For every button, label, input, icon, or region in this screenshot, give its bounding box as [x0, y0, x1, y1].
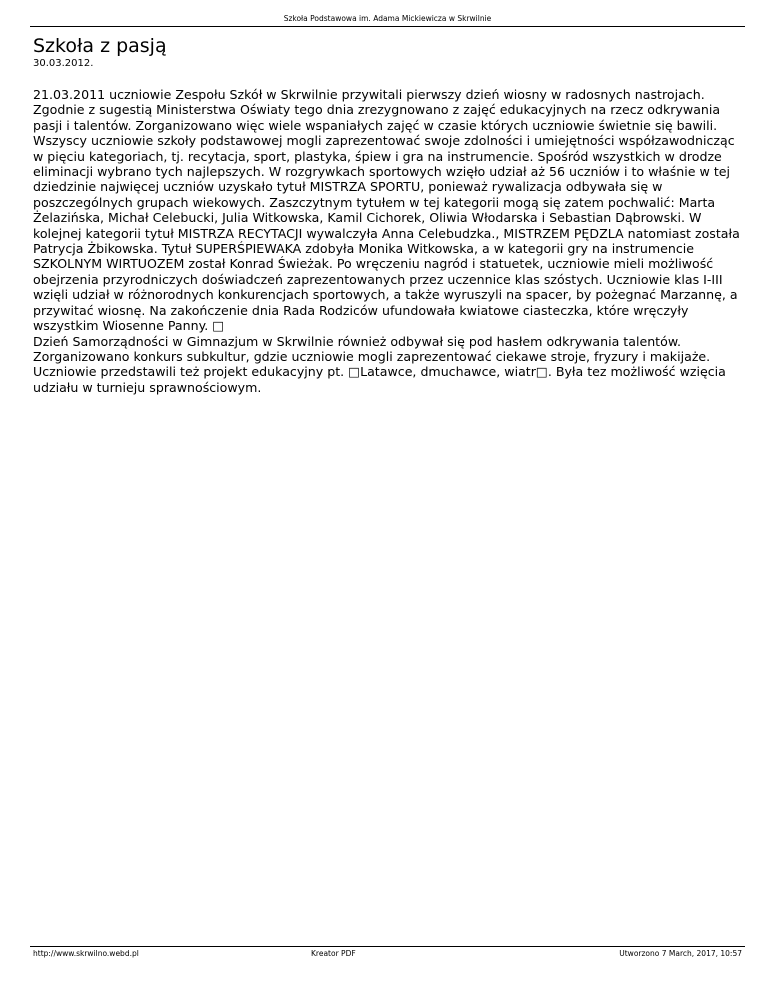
article-paragraph: Wszyscy uczniowie szkoły podstawowej mogli zaprezentować swoje zdolności i umiejętności współzawodnicząc w pięciu kategoriach, tj. recytacja, sport, plastyka, śpiew i gra na instrumencie. Spośród wszystkich w drodze eliminacji wybrano tych najlepszych. W rozgrywkach sportowych wzięło udział aż 56 uczniów i to właśnie w tej dziedzinie najwięcej uczniów uzyskało tytuł MISTRZA SPORTU, ponieważ rywalizacja odbywała się w poszczególnych grupach wiekowych. Zaszczytnym tytułem w tej kategorii mogą się zatem pochwalić: Marta Żelazińska, Michał Celebucki, Julia Witkowska, Kamil Cichorek, Oliwia Włodarska i Sebastian Dąbrowski. W kolejnej kategorii tytuł MISTRZA RECYTACJI wywalczyła Anna Celebudzka., MISTRZEM PĘDZLA natomiast została Patrycja Żbikowska. Tytuł SUPERŚPIEWAKA zdobyła Monika Witkowska, a w kategorii gry na instrumencie SZKOLNYM WIRTUOZEM został Konrad Świeżak. Po wręczeniu nagród i statuetek, uczniowie mieli możliwość obejrzenia przyrodniczych doświadczeń zaprezentowanych przez uczennice klas szóstych. Uczniowie klas I-III wzięli udział w różnorodnych konkurencjach sportowych, a także wyruszyli na spacer, by pożegnać Marzannę, a przywitać wiosnę. Na zakończenie dnia Rada Rodziców ufundowała kwiatowe ciasteczka, które wręczyły wszystkim Wiosenne Panny. □: [33, 133, 740, 334]
footer-generator: Kreator PDF: [311, 949, 356, 958]
article-body: [33, 87, 745, 395]
footer-url: http://www.skrwilno.webd.pl: [33, 949, 139, 958]
article-date: 30.03.2012.: [33, 58, 94, 69]
article-paragraph: Dzień Samorządności w Gimnazjum w Skrwilnie również odbywał się pod hasłem odkrywania talentów. Zorganizowano konkurs subkultur, gdzie uczniowie mogli zaprezentować ciekawe stroje, fryzury i makijaże. Uczniowie przedstawili też projekt edukacyjny pt. □Latawce, dmuchawce, wiatr□. Była tez możliwość wzięcia udziału w turnieju sprawnościowym.: [33, 333, 726, 395]
article-title: Szkoła z pasją: [33, 35, 167, 57]
page-header: Szkoła Podstawowa im. Adama Mickiewicza w Skrwilnie: [283, 14, 492, 23]
footer-divider: [30, 946, 745, 947]
footer-created: Utworzono 7 March, 2017, 10:57: [619, 949, 742, 958]
article-paragraph: 21.03.2011 uczniowie Zespołu Szkół w Skrwilnie przywitali pierwszy dzień wiosny w radosnych nastrojach. Zgodnie z sugestią Ministerstwa Oświaty tego dnia zrezygnowano z zajęć edukacyjnych na rzecz odkrywania pasji i talentów. Zorganizowano więc wiele wspaniałych zajęć w czasie których uczniowie świetnie się bawili.: [33, 87, 721, 133]
header-divider: [30, 26, 745, 27]
